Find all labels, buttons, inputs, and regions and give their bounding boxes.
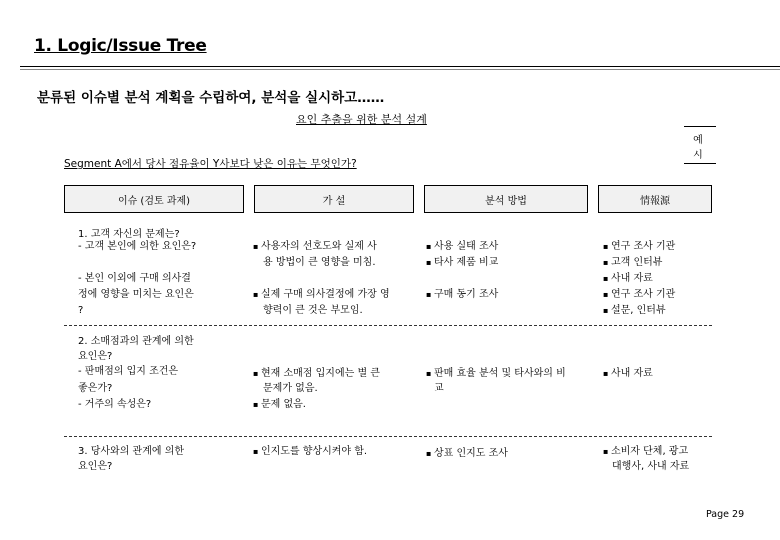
example-label: 예 시 [684, 126, 716, 164]
header-hypothesis: 가 설 [254, 185, 414, 213]
method-line: ▪ 사용 실태 조사 [426, 239, 498, 254]
issue-line: 요인은? [78, 461, 113, 472]
issue-line: 좋은가? [78, 383, 113, 394]
hypothesis-line: ▪ 사용자의 선호도와 실제 사 [253, 239, 377, 254]
hypothesis-line: ▪ 인지도를 향상시켜야 함. [253, 444, 367, 459]
source-line: ▪ 소비자 단체, 광고 [603, 444, 688, 459]
issue-line: 2. 소매점과의 관계에 의한 [78, 336, 194, 347]
hypothesis-line: 향력이 큰 것은 부모임. [263, 305, 363, 316]
method-line: ▪ 판매 효율 분석 및 타사와의 비 [426, 366, 566, 381]
issue-line: 3. 당사와의 관계에 의한 [78, 446, 185, 457]
row-separator [64, 436, 712, 437]
design-label: 요인 추출을 위한 분석 설계 [296, 113, 427, 126]
hypothesis-line: ▪ 문제 없음. [253, 397, 306, 412]
source-line: ▪ 설문, 인터뷰 [603, 303, 666, 318]
method-line: ▪ 구매 동기 조사 [426, 287, 498, 302]
issue-line: - 판매점의 입지 조건은 [78, 366, 179, 377]
header-issue: 이슈 (검토 과제) [64, 185, 244, 213]
page-number: Page 29 [706, 509, 745, 520]
hypothesis-line: ▪ 실제 구매 의사결정에 가장 영 [253, 287, 390, 302]
hypothesis-line: 문제가 없음. [263, 383, 318, 394]
method-line: ▪ 타사 제품 비교 [426, 255, 498, 270]
issue-line: ? [78, 305, 84, 316]
page-title: 1. Logic/Issue Tree [34, 36, 207, 56]
issue-line: - 본인 이외에 구매 의사결 [78, 273, 191, 284]
header-source: 情報源 [598, 185, 712, 213]
header-method: 분석 방법 [424, 185, 588, 213]
source-line: 대행사, 사내 자료 [612, 461, 690, 472]
source-line: ▪ 고객 인터뷰 [603, 255, 662, 270]
title-rule-thin [20, 69, 780, 70]
issue-line: - 거주의 속성은? [78, 399, 152, 410]
source-line: ▪ 연구 조사 기관 [603, 239, 675, 254]
hypothesis-line: 용 방법이 큰 영향을 미침. [263, 257, 376, 268]
issue-line: 1. 고객 자신의 문제는? [78, 229, 180, 240]
issue-line: - 고객 본인에 의한 요인은? [78, 241, 197, 252]
source-line: ▪ 사내 자료 [603, 366, 653, 381]
key-question: Segment A에서 당사 점유율이 Y사보다 낮은 이유는 무엇인가? [64, 158, 357, 170]
method-line: ▪ 상표 인지도 조사 [426, 446, 508, 461]
title-rule [20, 66, 780, 67]
source-line: ▪ 사내 자료 [603, 271, 653, 286]
issue-line: 요인은? [78, 351, 113, 362]
row-separator [64, 325, 712, 326]
source-line: ▪ 연구 조사 기관 [603, 287, 675, 302]
method-line: 교 [434, 383, 444, 394]
issue-line: 정에 영향을 미치는 요인은 [78, 289, 194, 300]
subtitle: 분류된 이슈별 분석 계획을 수립하여, 분석을 실시하고…… [37, 90, 385, 106]
hypothesis-line: ▪ 현재 소매점 입지에는 별 큰 [253, 366, 380, 381]
